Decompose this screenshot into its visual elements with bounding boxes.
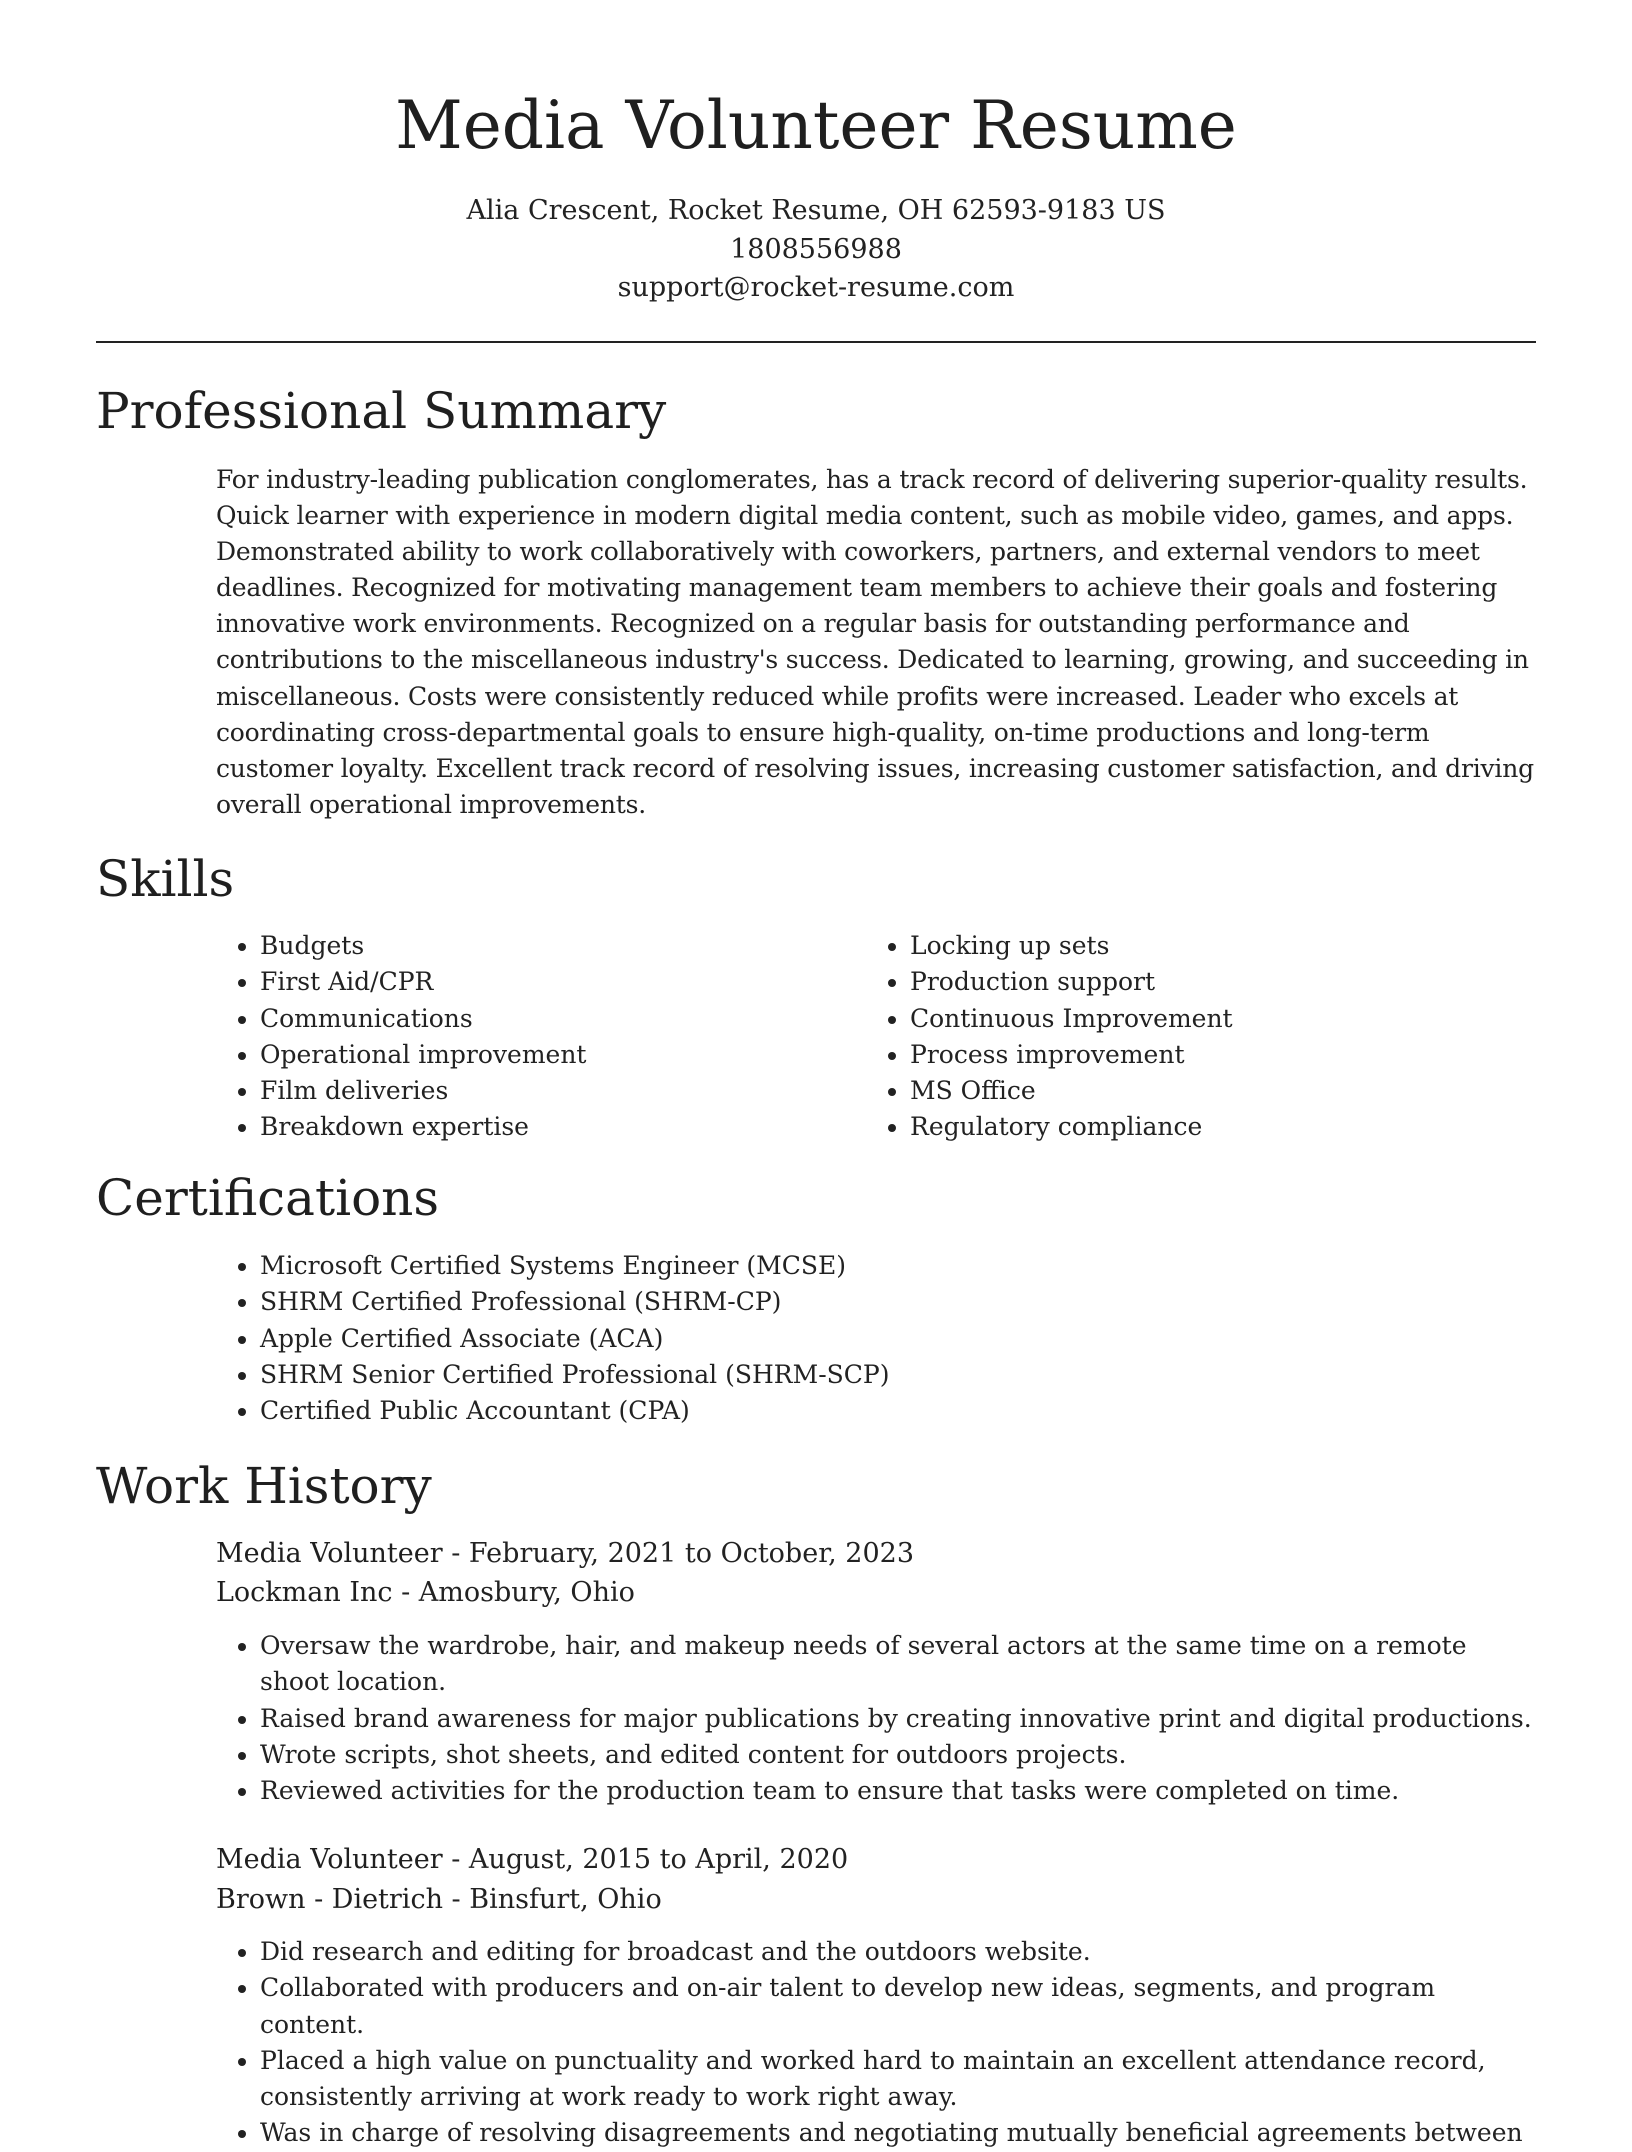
contact-email: support@rocket-resume.com	[617, 272, 1015, 303]
skill-item: • First Aid/CPR	[260, 964, 860, 1000]
job-bullets	[216, 1628, 1540, 1809]
job-dates: - February, 2021 to October, 2023	[442, 1538, 915, 1569]
job-title: Media Volunteer	[216, 1844, 443, 1875]
certifications-heading: Certifications	[96, 1169, 440, 1227]
certification-item: • Certified Public Accountant (CPA)	[260, 1393, 1560, 1429]
job-bullet: • Did research and editing for broadcast and the outdoors website.	[260, 1934, 1540, 1970]
contact-phone: 1808556988	[730, 234, 902, 265]
job-dates: - August, 2015 to April, 2020	[442, 1844, 849, 1875]
job-title-line	[216, 1840, 848, 1880]
job-company: Brown - Dietrich	[216, 1884, 443, 1915]
job-title-line	[216, 1534, 914, 1574]
skill-item: • Continuous Improvement	[910, 1001, 1550, 1037]
skill-item: • Production support	[910, 964, 1550, 1000]
job-title: Media Volunteer	[216, 1538, 443, 1569]
skill-item: • Breakdown expertise	[260, 1109, 860, 1145]
job-location: - Amosbury, Ohio	[392, 1577, 635, 1608]
resume-title: Media Volunteer Resume	[395, 87, 1237, 164]
certification-item: • SHRM Certified Professional (SHRM-CP)	[260, 1284, 1560, 1320]
summary-text: For industry-leading publication conglomerates, has a track record of delivering superior-quality results. Quick learner with experience in modern digital media content, such as mobile video, games, and apps. Demonstrated ability to work collaboratively with coworkers, partners, and external vendors to meet deadlines. Recognized for motivating management team members to achieve their goals and fostering innovative work environments. Recognized on a regular basis for outstanding performance and contributions to the miscellaneous industry's success. Dedicated to learning, growing, and succeeding in miscellaneous. Costs were consistently reduced while profits were increased. Leader who excels at coordinating cross-departmental goals to ensure high-quality, on-time productions and long-term customer loyalty. Excellent track record of resolving issues, increasing customer satisfaction, and driving overall operational improvements.	[216, 465, 1534, 819]
job-bullet: • Was in charge of resolving disagreements and negotiating mutually beneficial agreements between	[260, 2115, 1540, 2151]
job-bullet: • Placed a high value on punctuality and worked hard to maintain an excellent attendance record, consistently arriving at work ready to work right away.	[260, 2043, 1540, 2116]
skill-item: • Process improvement	[910, 1037, 1550, 1073]
skills-list-left	[216, 928, 860, 1146]
work-history-heading: Work History	[96, 1457, 432, 1515]
certifications-list	[216, 1248, 1560, 1429]
job-bullet: • Reviewed activities for the production team to ensure that tasks were completed on time.	[260, 1773, 1540, 1809]
certification-item: • Microsoft Certified Systems Engineer (MCSE)	[260, 1248, 1560, 1284]
skills-list-right	[866, 928, 1550, 1146]
skill-item: • Communications	[260, 1001, 860, 1037]
job-company-line	[216, 1880, 662, 1920]
skill-item: • Budgets	[260, 928, 860, 964]
skill-item: • Regulatory compliance	[910, 1109, 1550, 1145]
job-bullet: • Collaborated with producers and on-air talent to develop new ideas, segments, and program content.	[260, 1970, 1540, 2043]
job-company-line	[216, 1573, 635, 1613]
job-bullets	[216, 1934, 1540, 2152]
certification-item: • Apple Certified Associate (ACA)	[260, 1321, 1560, 1357]
job-bullet: • Oversaw the wardrobe, hair, and makeup needs of several actors at the same time on a remote shoot location.	[260, 1628, 1540, 1701]
job-bullet: • Wrote scripts, shot sheets, and edited content for outdoors projects.	[260, 1737, 1540, 1773]
skills-heading: Skills	[96, 850, 235, 908]
certification-item: • SHRM Senior Certified Professional (SHRM-SCP)	[260, 1357, 1560, 1393]
skill-item: • MS Office	[910, 1073, 1550, 1109]
skill-item: • Film deliveries	[260, 1073, 860, 1109]
header-divider	[96, 341, 1536, 343]
job-bullet: • Raised brand awareness for major publications by creating innovative print and digital productions.	[260, 1701, 1540, 1737]
skill-item: • Operational improvement	[260, 1037, 860, 1073]
job-company: Lockman Inc	[216, 1577, 393, 1608]
contact-address: Alia Crescent, Rocket Resume, OH 62593-9183 US	[466, 195, 1166, 226]
skill-item: • Locking up sets	[910, 928, 1550, 964]
job-location: - Binsfurt, Ohio	[442, 1884, 662, 1915]
summary-heading: Professional Summary	[96, 382, 667, 440]
